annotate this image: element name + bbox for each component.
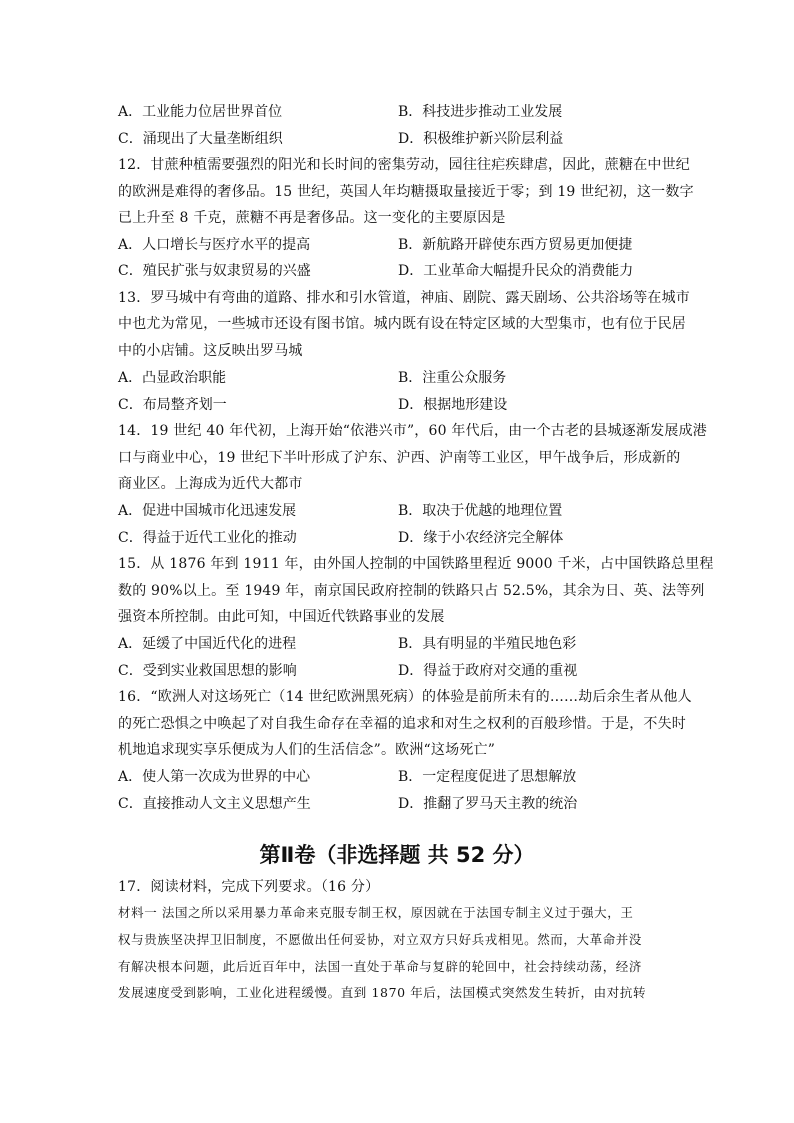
q14-stem-line: 口与商业中心，19 世纪下半叶形成了沪东、沪西、沪南等工业区，甲午战争后，形成新的: [118, 450, 681, 466]
q12-option-c: C．殖民扩张与奴隶贸易的兴盛: [118, 263, 311, 279]
q12-option-d: D．工业革命大幅提升民众的消费能力: [398, 263, 634, 279]
q17-material-line: 发展速度受到影响，工业化进程缓慢。直到 1870 年后，法国模式突然发生转折，由对抗转: [118, 985, 647, 1000]
q17-material-line: 有解决根本问题，此后近百年中，法国一直处于革命与复辟的轮回中，社会持续动荡，经济: [118, 959, 643, 974]
q11-option-c: C．涌现出了大量垄断组织: [118, 131, 283, 147]
q14-stem-line: 商业区。上海成为近代大都市: [118, 476, 303, 492]
q11-option-d: D．积极维护新兴阶层利益: [398, 131, 564, 147]
q12-option-a: A．人口增长与医疗水平的提高: [118, 237, 311, 253]
q16-option-c: C．直接推动人文主义思想产生: [118, 796, 311, 812]
q14-option-b: B．取决于优越的地理位置: [398, 503, 563, 519]
q14-stem-line: 14．19 世纪 40 年代初，上海开始“依港兴市”，60 年代后，由一个古老的县城逐渐发展成港: [118, 423, 707, 439]
q12-option-b: B．新航路开辟使东西方贸易更加便捷: [398, 237, 633, 253]
q15-option-a: A．延缓了中国近代化的进程: [118, 636, 297, 652]
q13-option-c: C．布局整齐划一: [118, 397, 227, 413]
q16-stem-line: 的死亡恐惧之中唤起了对自我生命存在幸福的追求和对生之权利的百般珍惜。于是，不失时: [118, 716, 686, 732]
q15-option-d: D．得益于政府对交通的重视: [398, 663, 578, 679]
q13-stem-line: 13．罗马城中有弯曲的道路、排水和引水管道，神庙、剧院、露天剧场、公共浴场等在城市: [118, 290, 691, 306]
q14-option-c: C．得益于近代工业化的推动: [118, 530, 297, 546]
q12-stem-line: 已上升至 8 千克，蔗糖不再是奢侈品。这一变化的主要原因是: [118, 210, 506, 226]
q15-stem-line: 数的 90%以上。至 1949 年，南京国民政府控制的铁路只占 52.5%，其余为日、英、法等列: [118, 583, 705, 599]
q15-option-c: C．受到实业救国思想的影响: [118, 663, 297, 679]
q14-option-d: D．缘于小农经济完全解体: [398, 530, 564, 546]
q13-option-d: D．根据地形建设: [398, 397, 508, 413]
q13-stem-line: 中也尤为常见，一些城市还设有图书馆。城内既有设在特定区域的大型集市，也有位于民居: [118, 316, 686, 332]
q15-option-b: B．具有明显的半殖民地色彩: [398, 636, 577, 652]
q16-stem-line: 16．“欧洲人对这场死亡（14 世纪欧洲黑死病）的体验是前所未有的……劫后余生者从他人: [118, 689, 692, 705]
q13-option-a: A．凸显政治职能: [118, 370, 227, 386]
q15-stem-line: 15．从 1876 年到 1911 年，由外国人控制的中国铁路里程近 9000 千米，占中国铁路总里程: [118, 556, 714, 572]
section-title: 第Ⅱ卷（非选择题 共 52 分）: [259, 843, 535, 867]
q14-option-a: A．促进中国城市化迅速发展: [118, 503, 297, 519]
q13-option-b: B．注重公众服务: [398, 370, 507, 386]
q11-option-a: A．工业能力位居世界首位: [118, 104, 283, 120]
q15-stem-line: 强资本所控制。由此可知，中国近代铁路事业的发展: [118, 609, 445, 625]
q17-material-line: 权与贵族坚决捍卫旧制度，不愿做出任何妥协，对立双方只好兵戎相见。然而，大革命并没: [118, 932, 643, 947]
q17-material-line: 材料一 法国之所以采用暴力革命来克服专制王权，原因就在于法国专制主义过于强大，王: [118, 905, 634, 920]
q17-stem: 17．阅读材料，完成下列要求。（16 分）: [118, 879, 380, 895]
q16-stem-line: 机地追求现实享乐便成为人们的生活信念”。欧洲“这场死亡”: [118, 742, 496, 758]
q16-option-d: D．推翻了罗马天主教的统治: [398, 796, 578, 812]
q13-stem-line: 中的小店铺。这反映出罗马城: [118, 343, 303, 359]
q16-option-b: B．一定程度促进了思想解放: [398, 769, 577, 785]
q16-option-a: A．使人第一次成为世界的中心: [118, 769, 311, 785]
q12-stem-line: 12．甘蔗种植需要强烈的阳光和长时间的密集劳动，园往往疟疾肆虐，因此，蔗糖在中世纪: [118, 157, 691, 173]
q12-stem-line: 的欧洲是难得的奢侈品。15 世纪，英国人年均糖摄取量接近于零；到 19 世纪初，这一数字: [118, 184, 694, 200]
q11-option-b: B．科技进步推动工业发展: [398, 104, 563, 120]
